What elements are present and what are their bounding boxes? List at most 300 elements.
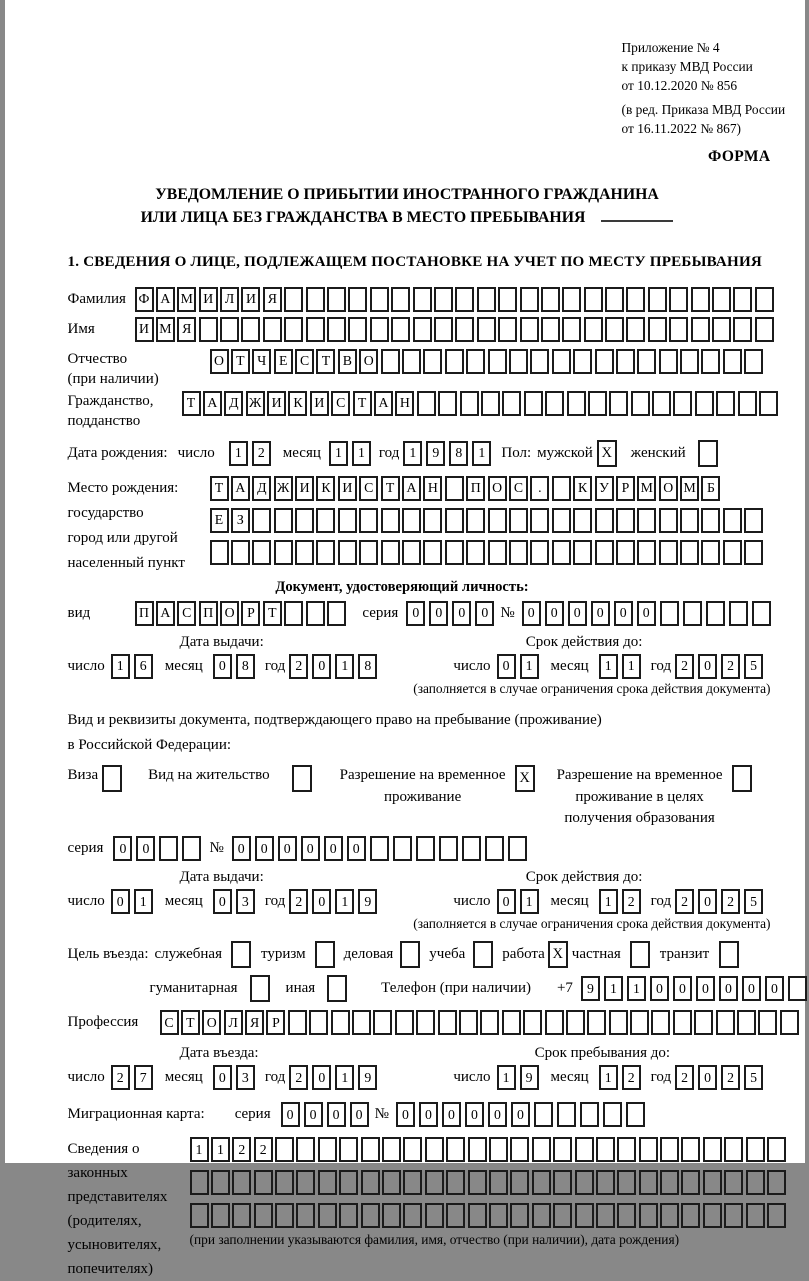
char-cell[interactable] [241, 317, 260, 342]
char-cell[interactable]: 0 [429, 601, 448, 626]
char-cell[interactable] [724, 1170, 743, 1195]
char-cell[interactable] [566, 1010, 585, 1035]
char-cell[interactable] [712, 317, 731, 342]
char-cell[interactable] [567, 391, 586, 416]
char-cell[interactable]: 5 [744, 654, 763, 679]
char-cell[interactable]: 0 [350, 1102, 369, 1127]
char-cell[interactable]: И [295, 476, 314, 501]
char-cell[interactable]: Ж [274, 476, 293, 501]
char-cell[interactable]: 9 [358, 1065, 377, 1090]
char-cell[interactable] [275, 1137, 294, 1162]
char-cell[interactable] [694, 1010, 713, 1035]
char-cell[interactable] [701, 540, 720, 565]
char-cell[interactable]: 0 [347, 836, 366, 861]
char-cell[interactable]: 0 [312, 654, 331, 679]
char-cell[interactable]: 2 [622, 1065, 641, 1090]
char-cell[interactable] [695, 391, 714, 416]
char-cell[interactable] [659, 349, 678, 374]
char-cell[interactable] [587, 1010, 606, 1035]
char-cell[interactable]: 1 [622, 654, 641, 679]
char-cell[interactable]: 1 [211, 1137, 230, 1162]
char-cell[interactable]: С [331, 391, 350, 416]
char-cell[interactable] [274, 540, 293, 565]
char-cell[interactable] [545, 1010, 564, 1035]
char-cell[interactable]: 0 [673, 976, 692, 1001]
char-cell[interactable] [348, 287, 367, 312]
char-cell[interactable] [460, 391, 479, 416]
char-cell[interactable] [284, 317, 303, 342]
char-cell[interactable] [425, 1170, 444, 1195]
char-cell[interactable] [446, 1170, 465, 1195]
char-cell[interactable] [596, 1203, 615, 1228]
char-cell[interactable]: 0 [452, 601, 471, 626]
char-cell[interactable]: . [530, 476, 549, 501]
char-cell[interactable]: 2 [232, 1137, 251, 1162]
char-cell[interactable] [445, 540, 464, 565]
char-cell[interactable]: Ж [246, 391, 265, 416]
char-cell[interactable] [252, 540, 271, 565]
char-cell[interactable]: 2 [721, 654, 740, 679]
char-cell[interactable]: Д [224, 391, 243, 416]
char-cell[interactable] [361, 1170, 380, 1195]
char-cell[interactable]: И [338, 476, 357, 501]
char-cell[interactable]: Ч [252, 349, 271, 374]
char-cell[interactable] [466, 540, 485, 565]
purpose-private-checkbox[interactable] [630, 941, 650, 968]
char-cell[interactable] [575, 1203, 594, 1228]
char-cell[interactable] [701, 508, 720, 533]
char-cell[interactable] [575, 1170, 594, 1195]
char-cell[interactable] [466, 349, 485, 374]
char-cell[interactable] [509, 349, 528, 374]
char-cell[interactable] [275, 1170, 294, 1195]
char-cell[interactable] [445, 349, 464, 374]
char-cell[interactable]: 0 [698, 654, 717, 679]
char-cell[interactable] [498, 287, 517, 312]
char-cell[interactable] [510, 1203, 529, 1228]
purpose-humanitarian-checkbox[interactable] [250, 975, 270, 1002]
char-cell[interactable]: 0 [281, 1102, 300, 1127]
char-cell[interactable]: Т [263, 601, 282, 626]
char-cell[interactable] [438, 391, 457, 416]
char-cell[interactable] [359, 540, 378, 565]
char-cell[interactable] [211, 1170, 230, 1195]
char-cell[interactable] [588, 391, 607, 416]
char-cell[interactable] [445, 508, 464, 533]
char-cell[interactable] [455, 317, 474, 342]
char-cell[interactable] [637, 540, 656, 565]
char-cell[interactable] [691, 287, 710, 312]
char-cell[interactable] [477, 317, 496, 342]
char-cell[interactable]: М [637, 476, 656, 501]
char-cell[interactable] [660, 601, 679, 626]
char-cell[interactable]: У [595, 476, 614, 501]
char-cell[interactable] [520, 287, 539, 312]
char-cell[interactable] [488, 540, 507, 565]
char-cell[interactable]: 2 [289, 889, 308, 914]
char-cell[interactable] [361, 1203, 380, 1228]
char-cell[interactable]: 0 [497, 889, 516, 914]
char-cell[interactable]: 1 [335, 654, 354, 679]
char-cell[interactable] [417, 391, 436, 416]
char-cell[interactable] [716, 1010, 735, 1035]
char-cell[interactable] [552, 476, 571, 501]
char-cell[interactable] [660, 1137, 679, 1162]
char-cell[interactable] [254, 1203, 273, 1228]
visa-checkbox[interactable] [102, 765, 122, 792]
char-cell[interactable]: 0 [465, 1102, 484, 1127]
char-cell[interactable]: 9 [581, 976, 600, 1001]
char-cell[interactable]: И [135, 317, 154, 342]
char-cell[interactable]: 1 [111, 654, 130, 679]
char-cell[interactable] [309, 1010, 328, 1035]
char-cell[interactable]: 0 [419, 1102, 438, 1127]
char-cell[interactable]: 0 [136, 836, 155, 861]
char-cell[interactable] [562, 287, 581, 312]
char-cell[interactable]: Б [701, 476, 720, 501]
char-cell[interactable] [738, 391, 757, 416]
char-cell[interactable]: А [156, 601, 175, 626]
char-cell[interactable] [530, 508, 549, 533]
char-cell[interactable] [723, 349, 742, 374]
char-cell[interactable] [190, 1203, 209, 1228]
char-cell[interactable]: Я [177, 317, 196, 342]
char-cell[interactable]: 0 [312, 1065, 331, 1090]
char-cell[interactable]: З [231, 508, 250, 533]
char-cell[interactable] [489, 1137, 508, 1162]
char-cell[interactable] [284, 601, 303, 626]
char-cell[interactable] [488, 349, 507, 374]
char-cell[interactable]: А [374, 391, 393, 416]
char-cell[interactable] [681, 1203, 700, 1228]
purpose-other-checkbox[interactable] [327, 975, 347, 1002]
char-cell[interactable]: 0 [111, 889, 130, 914]
char-cell[interactable]: Н [423, 476, 442, 501]
char-cell[interactable] [425, 1203, 444, 1228]
char-cell[interactable]: Е [274, 349, 293, 374]
char-cell[interactable] [673, 391, 692, 416]
char-cell[interactable] [648, 287, 667, 312]
char-cell[interactable] [724, 1137, 743, 1162]
char-cell[interactable]: 0 [232, 836, 251, 861]
char-cell[interactable] [584, 317, 603, 342]
char-cell[interactable] [596, 1170, 615, 1195]
char-cell[interactable]: К [288, 391, 307, 416]
char-cell[interactable]: 0 [304, 1102, 323, 1127]
char-cell[interactable] [703, 1203, 722, 1228]
char-cell[interactable] [553, 1170, 572, 1195]
char-cell[interactable] [553, 1137, 572, 1162]
char-cell[interactable] [284, 287, 303, 312]
char-cell[interactable] [485, 836, 504, 861]
char-cell[interactable] [652, 391, 671, 416]
char-cell[interactable] [605, 317, 624, 342]
char-cell[interactable]: 0 [698, 889, 717, 914]
char-cell[interactable] [502, 391, 521, 416]
char-cell[interactable] [573, 349, 592, 374]
char-cell[interactable]: Т [316, 349, 335, 374]
char-cell[interactable]: 1 [599, 889, 618, 914]
char-cell[interactable]: О [210, 349, 229, 374]
char-cell[interactable]: 1 [403, 441, 422, 466]
char-cell[interactable] [669, 317, 688, 342]
char-cell[interactable]: А [231, 476, 250, 501]
char-cell[interactable]: Т [381, 476, 400, 501]
char-cell[interactable]: 1 [352, 441, 371, 466]
char-cell[interactable] [402, 508, 421, 533]
char-cell[interactable]: Н [395, 391, 414, 416]
char-cell[interactable] [423, 349, 442, 374]
char-cell[interactable] [434, 287, 453, 312]
char-cell[interactable]: С [359, 476, 378, 501]
char-cell[interactable]: 0 [591, 601, 610, 626]
char-cell[interactable] [595, 508, 614, 533]
char-cell[interactable]: 1 [497, 1065, 516, 1090]
char-cell[interactable] [468, 1137, 487, 1162]
char-cell[interactable] [759, 391, 778, 416]
char-cell[interactable]: И [241, 287, 260, 312]
char-cell[interactable] [296, 1170, 315, 1195]
char-cell[interactable] [508, 836, 527, 861]
purpose-study-checkbox[interactable] [473, 941, 493, 968]
char-cell[interactable]: 0 [488, 1102, 507, 1127]
char-cell[interactable] [306, 317, 325, 342]
char-cell[interactable] [603, 1102, 622, 1127]
char-cell[interactable] [338, 508, 357, 533]
char-cell[interactable] [729, 601, 748, 626]
char-cell[interactable]: 0 [765, 976, 784, 1001]
char-cell[interactable] [552, 349, 571, 374]
char-cell[interactable] [509, 540, 528, 565]
char-cell[interactable] [510, 1137, 529, 1162]
char-cell[interactable] [199, 317, 218, 342]
char-cell[interactable]: 0 [698, 1065, 717, 1090]
char-cell[interactable]: Я [263, 287, 282, 312]
char-cell[interactable]: 5 [744, 889, 763, 914]
char-cell[interactable] [626, 1102, 645, 1127]
char-cell[interactable]: 9 [426, 441, 445, 466]
char-cell[interactable]: С [509, 476, 528, 501]
char-cell[interactable] [744, 349, 763, 374]
char-cell[interactable] [402, 540, 421, 565]
char-cell[interactable] [723, 508, 742, 533]
char-cell[interactable]: Р [241, 601, 260, 626]
char-cell[interactable]: 1 [190, 1137, 209, 1162]
char-cell[interactable] [780, 1010, 799, 1035]
char-cell[interactable] [701, 349, 720, 374]
char-cell[interactable] [359, 508, 378, 533]
char-cell[interactable]: 2 [675, 1065, 694, 1090]
char-cell[interactable] [438, 1010, 457, 1035]
char-cell[interactable]: 1 [472, 441, 491, 466]
char-cell[interactable] [252, 508, 271, 533]
char-cell[interactable] [489, 1170, 508, 1195]
char-cell[interactable] [425, 1137, 444, 1162]
char-cell[interactable]: 1 [604, 976, 623, 1001]
char-cell[interactable] [275, 1203, 294, 1228]
sex-male-checkbox[interactable]: X [597, 440, 617, 467]
char-cell[interactable]: 2 [721, 889, 740, 914]
char-cell[interactable] [733, 317, 752, 342]
char-cell[interactable] [413, 317, 432, 342]
char-cell[interactable] [724, 1203, 743, 1228]
char-cell[interactable]: И [267, 391, 286, 416]
char-cell[interactable]: Л [220, 287, 239, 312]
char-cell[interactable]: И [199, 287, 218, 312]
char-cell[interactable] [746, 1137, 765, 1162]
char-cell[interactable] [295, 508, 314, 533]
char-cell[interactable] [395, 1010, 414, 1035]
char-cell[interactable] [231, 540, 250, 565]
char-cell[interactable]: Л [224, 1010, 243, 1035]
char-cell[interactable]: Д [252, 476, 271, 501]
char-cell[interactable] [746, 1203, 765, 1228]
char-cell[interactable] [595, 540, 614, 565]
char-cell[interactable] [617, 1203, 636, 1228]
char-cell[interactable] [541, 287, 560, 312]
purpose-transit-checkbox[interactable] [719, 941, 739, 968]
char-cell[interactable]: А [156, 287, 175, 312]
char-cell[interactable] [423, 540, 442, 565]
char-cell[interactable] [669, 287, 688, 312]
char-cell[interactable]: 1 [329, 441, 348, 466]
char-cell[interactable] [752, 601, 771, 626]
char-cell[interactable] [552, 540, 571, 565]
char-cell[interactable]: 1 [335, 889, 354, 914]
char-cell[interactable] [617, 1137, 636, 1162]
char-cell[interactable]: 5 [744, 1065, 763, 1090]
char-cell[interactable] [524, 391, 543, 416]
char-cell[interactable]: О [488, 476, 507, 501]
char-cell[interactable] [439, 836, 458, 861]
char-cell[interactable] [403, 1137, 422, 1162]
char-cell[interactable] [316, 540, 335, 565]
char-cell[interactable] [296, 1203, 315, 1228]
char-cell[interactable] [584, 287, 603, 312]
char-cell[interactable] [580, 1102, 599, 1127]
char-cell[interactable] [639, 1137, 658, 1162]
purpose-business-checkbox[interactable] [400, 941, 420, 968]
char-cell[interactable] [211, 1203, 230, 1228]
char-cell[interactable] [263, 317, 282, 342]
char-cell[interactable] [744, 540, 763, 565]
char-cell[interactable] [370, 836, 389, 861]
char-cell[interactable] [660, 1170, 679, 1195]
char-cell[interactable]: О [659, 476, 678, 501]
char-cell[interactable] [502, 1010, 521, 1035]
char-cell[interactable] [744, 508, 763, 533]
char-cell[interactable]: 0 [278, 836, 297, 861]
char-cell[interactable] [510, 1170, 529, 1195]
char-cell[interactable] [651, 1010, 670, 1035]
char-cell[interactable] [637, 349, 656, 374]
char-cell[interactable] [416, 836, 435, 861]
char-cell[interactable] [553, 1203, 572, 1228]
char-cell[interactable]: М [156, 317, 175, 342]
char-cell[interactable]: 8 [358, 654, 377, 679]
char-cell[interactable] [562, 317, 581, 342]
char-cell[interactable] [703, 1170, 722, 1195]
char-cell[interactable] [370, 287, 389, 312]
char-cell[interactable] [648, 317, 667, 342]
char-cell[interactable] [509, 508, 528, 533]
char-cell[interactable] [381, 540, 400, 565]
char-cell[interactable] [254, 1170, 273, 1195]
char-cell[interactable]: 0 [406, 601, 425, 626]
char-cell[interactable] [393, 836, 412, 861]
char-cell[interactable]: О [359, 349, 378, 374]
char-cell[interactable] [318, 1170, 337, 1195]
char-cell[interactable]: М [680, 476, 699, 501]
temp-residence-education-checkbox[interactable] [732, 765, 752, 792]
char-cell[interactable]: 0 [545, 601, 564, 626]
char-cell[interactable] [468, 1170, 487, 1195]
char-cell[interactable] [459, 1010, 478, 1035]
char-cell[interactable]: 0 [312, 889, 331, 914]
char-cell[interactable]: Я [245, 1010, 264, 1035]
char-cell[interactable] [616, 349, 635, 374]
char-cell[interactable] [402, 349, 421, 374]
char-cell[interactable] [489, 1203, 508, 1228]
residence-permit-checkbox[interactable] [292, 765, 312, 792]
char-cell[interactable]: 0 [396, 1102, 415, 1127]
char-cell[interactable]: 0 [213, 1065, 232, 1090]
char-cell[interactable]: Т [210, 476, 229, 501]
char-cell[interactable] [532, 1170, 551, 1195]
char-cell[interactable] [488, 508, 507, 533]
char-cell[interactable]: 2 [289, 1065, 308, 1090]
char-cell[interactable] [788, 976, 807, 1001]
char-cell[interactable] [755, 287, 774, 312]
char-cell[interactable]: 2 [622, 889, 641, 914]
char-cell[interactable] [758, 1010, 777, 1035]
char-cell[interactable] [755, 317, 774, 342]
char-cell[interactable]: Р [266, 1010, 285, 1035]
char-cell[interactable]: 2 [675, 889, 694, 914]
purpose-work-checkbox[interactable]: X [548, 941, 568, 968]
char-cell[interactable]: И [310, 391, 329, 416]
char-cell[interactable]: 0 [650, 976, 669, 1001]
char-cell[interactable] [306, 287, 325, 312]
char-cell[interactable]: 0 [442, 1102, 461, 1127]
char-cell[interactable]: 0 [255, 836, 274, 861]
char-cell[interactable] [446, 1137, 465, 1162]
char-cell[interactable] [534, 1102, 553, 1127]
char-cell[interactable] [382, 1170, 401, 1195]
char-cell[interactable]: 7 [134, 1065, 153, 1090]
char-cell[interactable] [767, 1170, 786, 1195]
char-cell[interactable] [637, 508, 656, 533]
char-cell[interactable] [680, 540, 699, 565]
char-cell[interactable]: 2 [252, 441, 271, 466]
char-cell[interactable] [327, 317, 346, 342]
char-cell[interactable] [370, 317, 389, 342]
char-cell[interactable]: 0 [324, 836, 343, 861]
char-cell[interactable] [318, 1203, 337, 1228]
char-cell[interactable] [659, 540, 678, 565]
char-cell[interactable]: 2 [254, 1137, 273, 1162]
char-cell[interactable] [659, 508, 678, 533]
char-cell[interactable] [477, 287, 496, 312]
char-cell[interactable] [480, 1010, 499, 1035]
char-cell[interactable]: С [160, 1010, 179, 1035]
char-cell[interactable] [609, 391, 628, 416]
char-cell[interactable] [716, 391, 735, 416]
char-cell[interactable] [616, 540, 635, 565]
char-cell[interactable] [288, 1010, 307, 1035]
char-cell[interactable]: 0 [113, 836, 132, 861]
char-cell[interactable]: 0 [511, 1102, 530, 1127]
